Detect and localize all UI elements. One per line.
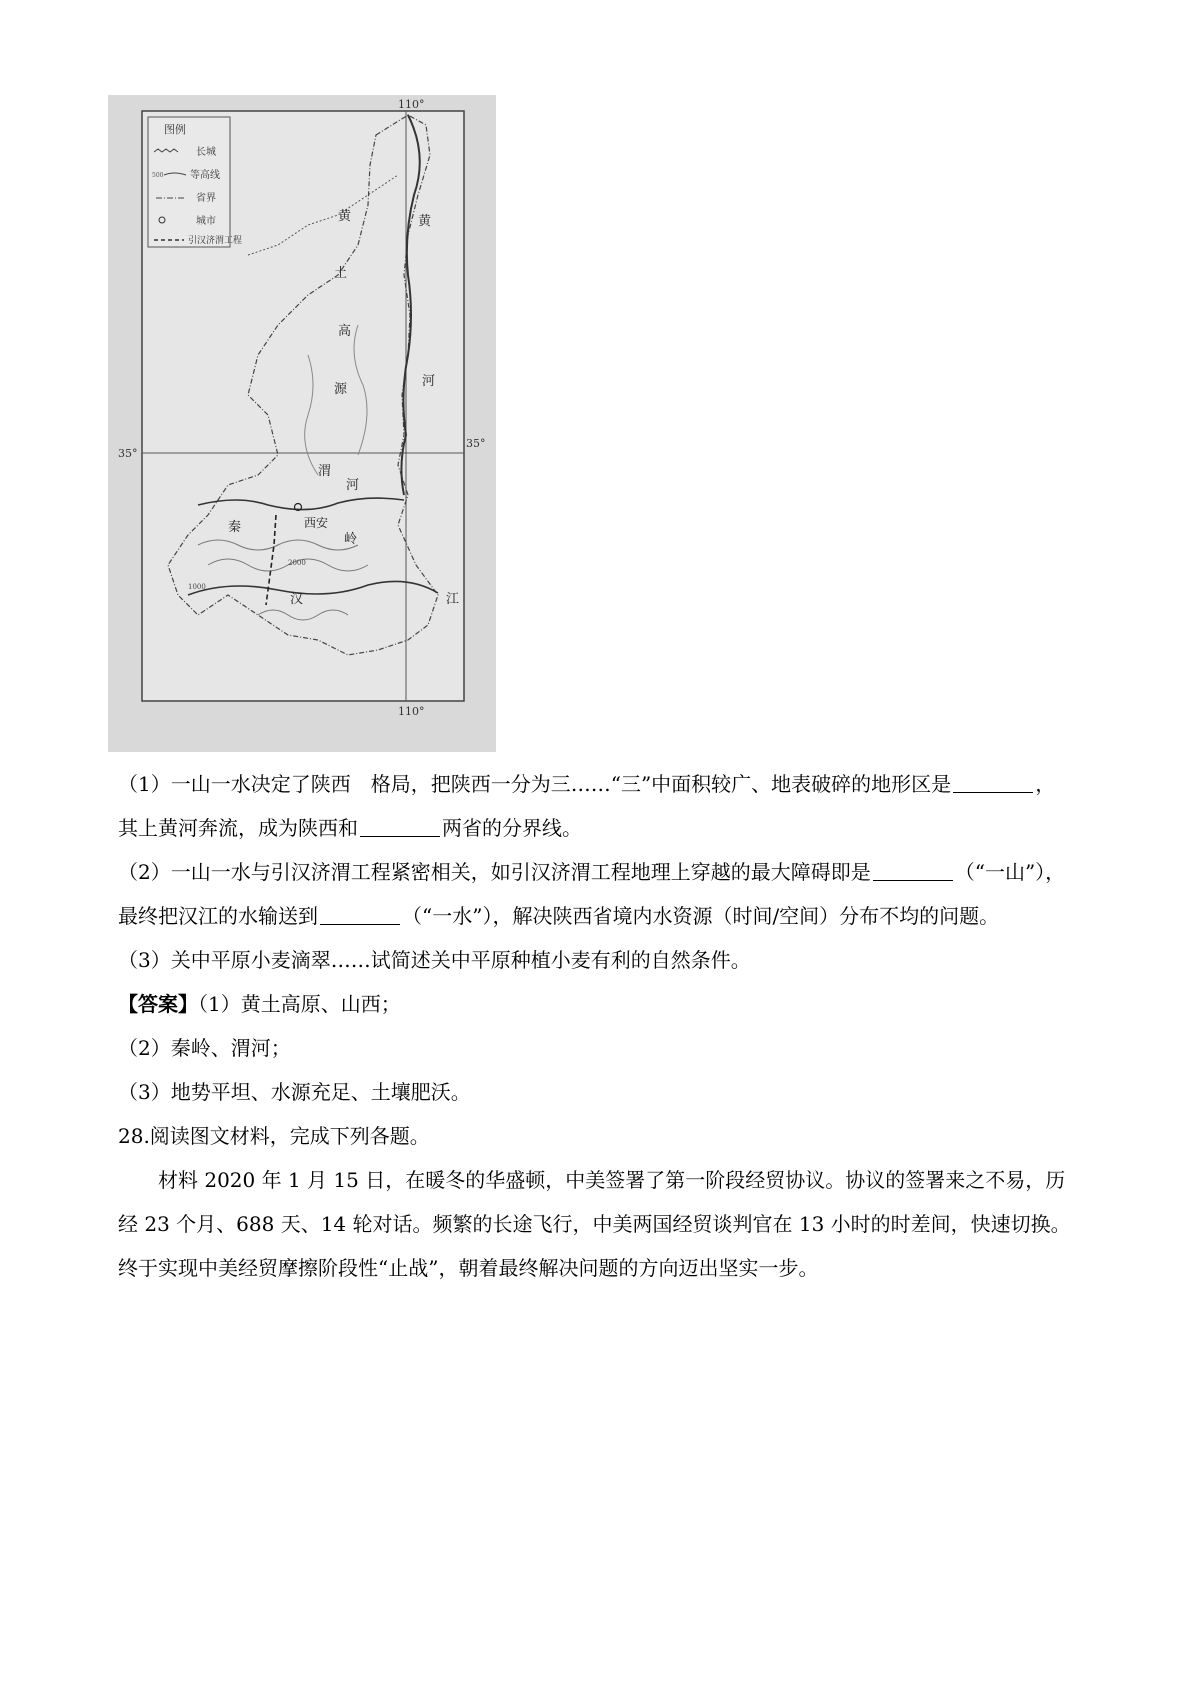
- map-label-han: 汉: [290, 592, 304, 607]
- question-2-text-a: （2）一山一水与引汉济渭工程紧密相关，如引汉济渭工程地理上穿越的最大障碍即是: [118, 860, 871, 884]
- question-1-blank-2: [360, 816, 440, 837]
- question-2-blank-1: [873, 860, 953, 881]
- map-svg: [108, 95, 496, 752]
- question-28-title: [118, 1114, 1088, 1158]
- question-1-line-1: [118, 762, 1088, 806]
- legend-box: [148, 117, 230, 247]
- material-text-2: 经 23 个月、688 天、14 轮对话。频繁的长途飞行，中美两国经贸谈判官在 13 小时的时差间，快速切换。: [118, 1212, 1071, 1236]
- contour-label-1000: 1000: [188, 583, 206, 591]
- material-line-2: [118, 1202, 1088, 1246]
- answer-line-2: [118, 1026, 1088, 1070]
- map-label-qin: 秦: [228, 520, 242, 535]
- question-3-text: （3）关中平原小麦滴翠……试简述关中平原种植小麦有利的自然条件。: [118, 948, 751, 972]
- question-2-line-1: [118, 850, 1088, 894]
- material-text-1: 材料 2020 年 1 月 15 日，在暖冬的华盛顿，中美签署了第一阶段经贸协议。协议的签署来之不易，历: [158, 1168, 1066, 1192]
- material-text-3: 终于实现中美经贸摩擦阶段性“止战”，朝着最终解决问题的方向迈出坚实一步。: [118, 1256, 819, 1280]
- answer-label: 【答案】: [118, 992, 198, 1016]
- legend-item-city: 城市: [196, 216, 216, 227]
- question-1-blank-1: [953, 772, 1033, 793]
- answer-2-text: （2）秦岭、渭河；: [118, 1036, 291, 1060]
- question-1-text-c: 其上黄河奔流，成为陕西和: [118, 816, 358, 840]
- map-label-wei-he: 河: [346, 478, 360, 493]
- legend-title: 图例: [164, 123, 186, 136]
- map-label-huang-river-2: 河: [422, 374, 436, 389]
- questions-block: [118, 762, 1088, 1290]
- question-3-line: [118, 938, 1088, 982]
- legend-item-project: 引汉济渭工程: [188, 236, 243, 246]
- map-label-jiang: 江: [446, 592, 460, 607]
- left-latitude-label: 35°: [118, 447, 138, 460]
- legend-item-contour: 等高线: [190, 170, 220, 181]
- contour-label-2000: 2000: [288, 559, 306, 567]
- question-2-line-2: [118, 894, 1088, 938]
- top-longitude-label: 110°: [398, 98, 425, 111]
- map-label-gao: 高: [338, 324, 352, 339]
- answer-1-text: （1）黄土高原、山西；: [198, 992, 401, 1016]
- question-2-text-c: 最终把汉江的水输送到: [118, 904, 318, 928]
- question-1-line-2: [118, 806, 1088, 850]
- material-line-3: [118, 1246, 1088, 1290]
- map-label-xian: 西安: [304, 516, 329, 530]
- question-1-text-b: ，: [1035, 772, 1056, 796]
- answer-line-3: [118, 1070, 1088, 1114]
- bottom-longitude-label: 110°: [398, 705, 425, 718]
- question-1-text-a: （1）一山一水决定了陕西 格局，把陕西一分为三……“三”中面积较广、地表破碎的地形区是: [118, 772, 952, 796]
- map-label-tu: 土: [334, 266, 348, 281]
- material-line-1: [118, 1158, 1088, 1202]
- question-1-text-d: 两省的分界线。: [442, 816, 582, 840]
- map-label-yuan: 源: [334, 382, 348, 397]
- question-2-text-b: （“一山”），: [954, 860, 1066, 884]
- question-2-text-d: （“一水”），解决陕西省境内水资源（时间/空间）分布不均的问题。: [402, 904, 1000, 928]
- map-label-wei: 渭: [318, 464, 332, 479]
- map-label-huang: 黄: [338, 209, 352, 224]
- question-28-title-text: 28.阅读图文材料，完成下列各题。: [118, 1124, 430, 1148]
- answer-3-text: （3）地势平坦、水源充足、土壤肥沃。: [118, 1080, 471, 1104]
- legend-contour-sample: 500: [152, 172, 164, 179]
- map-label-ling: 岭: [344, 532, 358, 547]
- question-2-blank-2: [320, 904, 400, 925]
- answer-line-1: [118, 982, 1088, 1026]
- legend-item-great-wall: 长城: [196, 147, 216, 158]
- shaanxi-map-figure: [108, 95, 496, 752]
- legend-item-province-border: 省界: [196, 193, 216, 204]
- map-label-huang-river-1: 黄: [418, 214, 432, 229]
- right-latitude-label: 35°: [466, 437, 486, 450]
